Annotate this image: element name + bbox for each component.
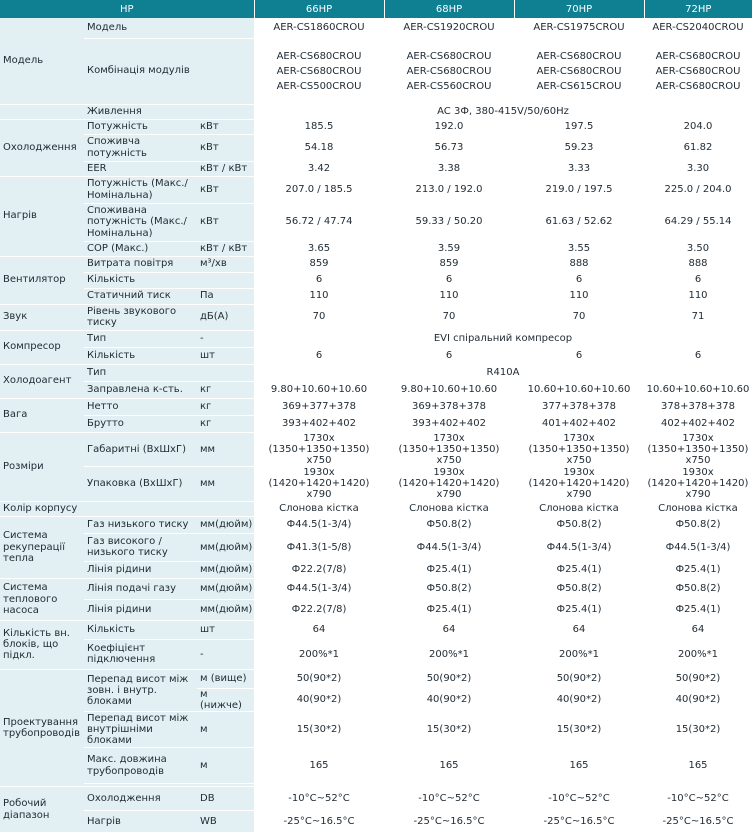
unit: мм [197, 432, 254, 467]
group-weight: Вага [0, 398, 84, 432]
cell: 377+378+378 [514, 398, 644, 415]
cell: 165 [254, 748, 384, 784]
label-cop: COP (Макс.) [84, 241, 197, 256]
cell: 204.0 [644, 119, 752, 134]
cell: AER-CS1920CROU [384, 18, 514, 38]
cell: 6 [384, 272, 514, 288]
header-hp: HP [0, 0, 254, 18]
cell: 56.73 [384, 134, 514, 161]
unit: кВт [197, 134, 254, 161]
cell: 61.63 / 52.62 [514, 203, 644, 241]
unit: мм(дюйм) [197, 516, 254, 533]
cell: Ф50.8(2) [514, 578, 644, 599]
row-hp-gas [0, 578, 752, 599]
label-rec-high: Газ високого / низького тиску [84, 533, 197, 561]
cell: 219.0 / 197.5 [514, 176, 644, 203]
group-model: Модель [0, 18, 84, 104]
row-eer [0, 161, 752, 176]
row-idu-qty [0, 620, 752, 639]
group-cooling: Охолодження [0, 119, 84, 176]
cell: 1930x (1420+1420+1420) x790 [514, 467, 644, 502]
cell: Ф50.8(2) [384, 578, 514, 599]
cell: 192.0 [384, 119, 514, 134]
cell: 110 [514, 288, 644, 304]
header-col-66hp: 66HP [254, 0, 384, 18]
group-color: Колір корпусу [0, 501, 197, 516]
cell: 213.0 / 192.0 [384, 176, 514, 203]
cell: 401+402+402 [514, 415, 644, 432]
label-comp-qty: Кількість [84, 347, 197, 364]
cell: 3.30 [644, 161, 752, 176]
header-col-70hp: 70HP [514, 0, 644, 18]
group-refrigerant: Холодоагент [0, 364, 84, 398]
unit: мм [197, 467, 254, 502]
cell: 3.65 [254, 241, 384, 256]
row-comp-qty [0, 347, 752, 364]
label-model: Модель [84, 18, 254, 38]
cell: 1730x (1350+1350+1350) x750 [514, 432, 644, 467]
cell: 110 [644, 288, 752, 304]
label-dim: Габаритні (ВхШхГ) [84, 432, 197, 467]
row-diff-indoor [0, 712, 752, 748]
unit: - [197, 639, 254, 669]
row-model [0, 18, 752, 38]
label-range-heat: Нагрів [84, 811, 197, 833]
cell: 40(90*2) [254, 688, 384, 711]
cell: AER-CS680CROU AER-CS680CROU AER-CS615CROU [514, 38, 644, 104]
cell: 50(90*2) [514, 669, 644, 688]
cell: 3.50 [644, 241, 752, 256]
unit: м³/хв [197, 256, 254, 272]
cell: 64 [384, 620, 514, 639]
label-idu-qty: Кількість [84, 620, 197, 639]
cell: 70 [514, 304, 644, 330]
group-fan: Вентилятор [0, 256, 84, 304]
unit: кВт [197, 119, 254, 134]
group-heatpump: Система теплового насоса [0, 578, 84, 620]
label-idu-ratio: Коефіцієнт підключення [84, 639, 197, 669]
cell: 50(90*2) [254, 669, 384, 688]
cell: 71 [644, 304, 752, 330]
cell: Ф44.5(1-3/4) [254, 578, 384, 599]
cell: 185.5 [254, 119, 384, 134]
cell: 225.0 / 204.0 [644, 176, 752, 203]
cell: 3.55 [514, 241, 644, 256]
unit: кВт [197, 176, 254, 203]
unit: м (нижче) [197, 688, 254, 711]
cell: 888 [644, 256, 752, 272]
cell: -10°C~52°C [644, 787, 752, 811]
cell: Ф44.5(1-3/4) [644, 533, 752, 561]
unit: шт [197, 620, 254, 639]
unit: м [197, 712, 254, 748]
group-units-count: Кількість вн. блоків, що підкл. [0, 620, 84, 669]
row-rec-liquid [0, 561, 752, 578]
label-static: Статичний тиск [84, 288, 197, 304]
cell: Слонова кістка [384, 501, 514, 516]
label-cool-input: Споживча потужність [84, 134, 197, 161]
row-heat-cap [0, 176, 752, 203]
cell: 3.38 [384, 161, 514, 176]
cell: 64 [514, 620, 644, 639]
cell: 64 [254, 620, 384, 639]
unit: - [197, 330, 254, 347]
cell: 6 [384, 347, 514, 364]
cell: 165 [384, 748, 514, 784]
label-max-len: Макс. довжина трубопроводів [84, 748, 197, 784]
cell: -10°C~52°C [384, 787, 514, 811]
unit: DB [197, 787, 254, 811]
cell: -25°C~16.5°C [514, 811, 644, 833]
label-gross: Брутто [84, 415, 197, 432]
cell: 6 [254, 347, 384, 364]
label-range-cool: Охолодження [84, 787, 197, 811]
cell: 56.72 / 47.74 [254, 203, 384, 241]
cell: Ф22.2(7/8) [254, 561, 384, 578]
unit: мм(дюйм) [197, 599, 254, 620]
cell: Ф25.4(1) [514, 561, 644, 578]
cell: Ф44.5(1-3/4) [384, 533, 514, 561]
row-power [0, 104, 752, 119]
cell: AER-CS680CROU AER-CS680CROU AER-CS680CROU [644, 38, 752, 104]
cell: -10°C~52°C [254, 787, 384, 811]
cell: Ф22.2(7/8) [254, 599, 384, 620]
cell: 110 [384, 288, 514, 304]
label-airflow: Витрата повітря [84, 256, 197, 272]
row-cop [0, 241, 752, 256]
cell: 50(90*2) [384, 669, 514, 688]
label-heat-cap: Потужність (Макс./ Номінальна) [84, 176, 197, 203]
group-recovery: Система рекуперації тепла [0, 516, 84, 578]
cell: 393+402+402 [384, 415, 514, 432]
cell: Ф25.4(1) [644, 561, 752, 578]
cell: Ф25.4(1) [514, 599, 644, 620]
cell: 59.23 [514, 134, 644, 161]
cell: 6 [514, 272, 644, 288]
cell: 15(30*2) [254, 712, 384, 748]
unit: м [197, 748, 254, 784]
unit: кВт / кВт [197, 161, 254, 176]
unit: кВт [197, 203, 254, 241]
cell: 1730x (1350+1350+1350) x750 [644, 432, 752, 467]
cell: 64.29 / 55.14 [644, 203, 752, 241]
cell: Ф50.8(2) [644, 578, 752, 599]
cell: Слонова кістка [514, 501, 644, 516]
unit: м (вище) [197, 669, 254, 688]
cell: 3.59 [384, 241, 514, 256]
cell: 888 [514, 256, 644, 272]
cell: -25°C~16.5°C [384, 811, 514, 833]
cell: 369+378+378 [384, 398, 514, 415]
label-hp-liquid: Лінія рідини [84, 599, 197, 620]
label-comp-type: Тип [84, 330, 197, 347]
row-gross [0, 415, 752, 432]
row-comp-type [0, 330, 752, 347]
label-hp-gas: Лінія подачі газу [84, 578, 197, 599]
cell: Слонова кістка [644, 501, 752, 516]
label-rec-low: Газ низького тиску [84, 516, 197, 533]
label-power: Живлення [84, 104, 197, 119]
row-cool-cap [0, 119, 752, 134]
label-pack: Упаковка (ВхШхГ) [84, 467, 197, 502]
cell: 402+402+402 [644, 415, 752, 432]
cell: Ф25.4(1) [644, 599, 752, 620]
cell: 200%*1 [384, 639, 514, 669]
cell: 378+378+378 [644, 398, 752, 415]
cell: 70 [254, 304, 384, 330]
label-heat-input: Споживана потужність (Макс./Номінальна) [84, 203, 197, 241]
cell: 369+377+378 [254, 398, 384, 415]
row-diff-up [0, 669, 752, 688]
row-max-len [0, 748, 752, 784]
cell: Ф50.8(2) [384, 516, 514, 533]
row-ref-type [0, 364, 752, 381]
label-diff-outdoor: Перепад висот між зовн. і внутр. блоками [84, 669, 197, 711]
cell: -10°C~52°C [514, 787, 644, 811]
cell-comp-type: EVI спіральний компресор [254, 330, 752, 347]
header-col-72hp: 72HP [644, 0, 752, 18]
row-color [0, 501, 752, 516]
cell: 15(30*2) [514, 712, 644, 748]
row-ref-charge [0, 381, 752, 398]
row-net [0, 398, 752, 415]
cell: Ф50.8(2) [644, 516, 752, 533]
row-rec-low [0, 516, 752, 533]
row-hp-liquid [0, 599, 752, 620]
cell: 6 [644, 347, 752, 364]
cell: 50(90*2) [644, 669, 752, 688]
unit: кг [197, 381, 254, 398]
cell: 70 [384, 304, 514, 330]
unit: кг [197, 398, 254, 415]
cell: 207.0 / 185.5 [254, 176, 384, 203]
row-airflow [0, 256, 752, 272]
cell: 15(30*2) [384, 712, 514, 748]
row-range-heat [0, 811, 752, 833]
row-dim [0, 432, 752, 467]
row-rec-high [0, 533, 752, 561]
cell: AER-CS2040CROU [644, 18, 752, 38]
row-fan-qty [0, 272, 752, 288]
cell: 40(90*2) [384, 688, 514, 711]
row-heat-input [0, 203, 752, 241]
cell: 393+402+402 [254, 415, 384, 432]
cell: 200%*1 [514, 639, 644, 669]
cell: 10.60+10.60+10.60 [514, 381, 644, 398]
cell: 1930x (1420+1420+1420) x790 [644, 467, 752, 502]
cell: 6 [254, 272, 384, 288]
label-eer: EER [84, 161, 197, 176]
cell: 6 [514, 347, 644, 364]
label-net: Нетто [84, 398, 197, 415]
cell: 1730x (1350+1350+1350) x750 [254, 432, 384, 467]
group-range: Робочий діапазон [0, 787, 84, 833]
cell: 61.82 [644, 134, 752, 161]
row-static [0, 288, 752, 304]
row-pack [0, 467, 752, 502]
row-idu-ratio [0, 639, 752, 669]
label-fan-qty: Кількість [84, 272, 197, 288]
cell: 9.80+10.60+10.60 [254, 381, 384, 398]
group-sound: Звук [0, 304, 84, 330]
cell: 3.33 [514, 161, 644, 176]
cell: 197.5 [514, 119, 644, 134]
cell: AER-CS1975CROU [514, 18, 644, 38]
label-ref-type: Тип [84, 364, 197, 381]
cell: 40(90*2) [514, 688, 644, 711]
label-cool-cap: Потужність [84, 119, 197, 134]
label-diff-indoor: Перепад висот між внутрішніми блоками [84, 712, 197, 748]
label-combo: Комбінація модулів [84, 38, 254, 104]
cell: 6 [644, 272, 752, 288]
cell: -25°C~16.5°C [254, 811, 384, 833]
cell: 1930x (1420+1420+1420) x790 [254, 467, 384, 502]
unit: кг [197, 415, 254, 432]
label-noise: Рівень звукового тиску [84, 304, 197, 330]
cell: AER-CS680CROU AER-CS680CROU AER-CS560CROU [384, 38, 514, 104]
unit: Па [197, 288, 254, 304]
header-row [0, 0, 752, 18]
cell: AER-CS680CROU AER-CS680CROU AER-CS500CROU [254, 38, 384, 104]
header-col-68hp: 68HP [384, 0, 514, 18]
group-compressor: Компресор [0, 330, 84, 364]
cell: 859 [384, 256, 514, 272]
group-heating: Нагрів [0, 176, 84, 256]
cell: 9.80+10.60+10.60 [384, 381, 514, 398]
cell: 165 [644, 748, 752, 784]
cell: Ф50.8(2) [514, 516, 644, 533]
group-dimensions: Розміри [0, 432, 84, 501]
unit: шт [197, 347, 254, 364]
cell: 110 [254, 288, 384, 304]
unit: мм(дюйм) [197, 578, 254, 599]
row-combo [0, 38, 752, 104]
cell: 54.18 [254, 134, 384, 161]
cell: 200%*1 [254, 639, 384, 669]
unit: дБ(А) [197, 304, 254, 330]
cell-power: AC 3Ф, 380-415V/50/60Hz [254, 104, 752, 119]
cell: 1930x (1420+1420+1420) x790 [384, 467, 514, 502]
cell: AER-CS1860CROU [254, 18, 384, 38]
row-range-cool [0, 787, 752, 811]
cell-ref-type: R410A [254, 364, 752, 381]
cell: Ф41.3(1-5/8) [254, 533, 384, 561]
cell: 15(30*2) [644, 712, 752, 748]
cell: 859 [254, 256, 384, 272]
group-piping: Проектування трубопроводів [0, 669, 84, 786]
cell: 64 [644, 620, 752, 639]
unit: кВт / кВт [197, 241, 254, 256]
cell: 3.42 [254, 161, 384, 176]
unit: мм(дюйм) [197, 561, 254, 578]
cell: 200%*1 [644, 639, 752, 669]
cell: 59.33 / 50.20 [384, 203, 514, 241]
cell: 10.60+10.60+10.60 [644, 381, 752, 398]
cell: 1730x (1350+1350+1350) x750 [384, 432, 514, 467]
cell: 165 [514, 748, 644, 784]
label-rec-liquid: Лінія рідини [84, 561, 197, 578]
row-cool-input [0, 134, 752, 161]
cell: 40(90*2) [644, 688, 752, 711]
cell: -25°C~16.5°C [644, 811, 752, 833]
cell: Слонова кістка [254, 501, 384, 516]
unit: мм(дюйм) [197, 533, 254, 561]
cell: Ф25.4(1) [384, 561, 514, 578]
cell: Ф44.5(1-3/4) [514, 533, 644, 561]
unit: WB [197, 811, 254, 833]
cell: Ф44.5(1-3/4) [254, 516, 384, 533]
row-noise [0, 304, 752, 330]
label-ref-charge: Заправлена к-сть. [84, 381, 197, 398]
cell: Ф25.4(1) [384, 599, 514, 620]
